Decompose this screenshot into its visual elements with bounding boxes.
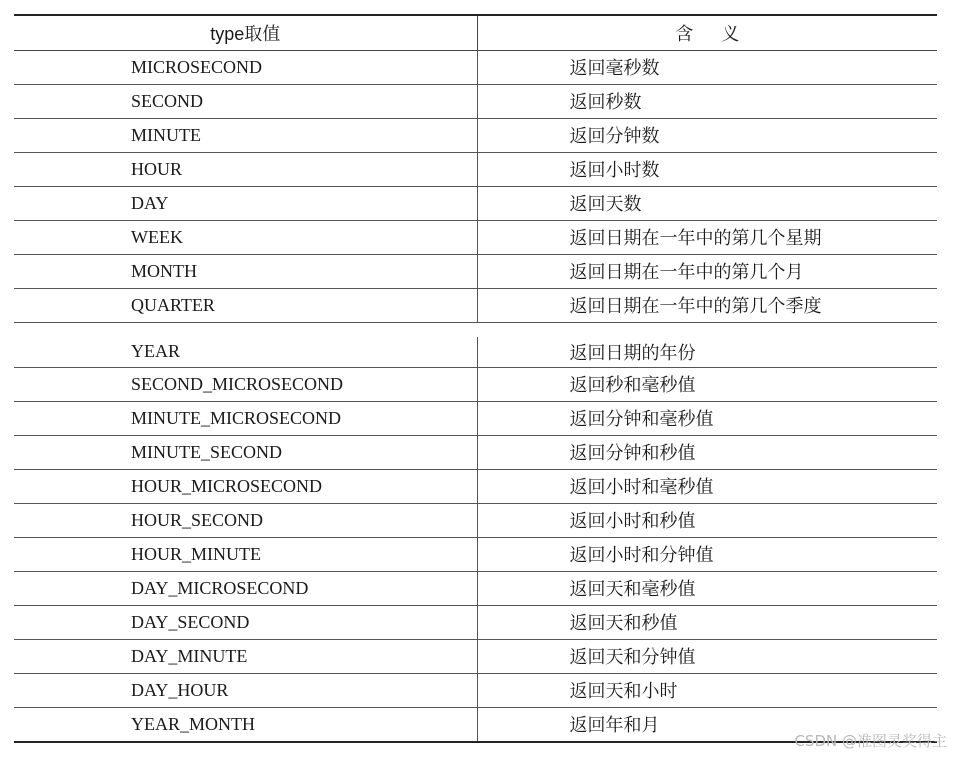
desc-cell: 返回日期在一年中的第几个星期 xyxy=(477,220,937,254)
table-row xyxy=(14,367,937,401)
type-cell: SECOND_MICROSECOND xyxy=(14,367,477,401)
type-cell: YEAR xyxy=(14,337,477,368)
table-row xyxy=(14,254,937,288)
desc-cell: 返回天和小时 xyxy=(477,673,937,707)
table-row xyxy=(14,152,937,186)
table-header-row xyxy=(14,15,937,50)
table-row xyxy=(14,50,937,84)
desc-cell: 返回分钟和秒值 xyxy=(477,435,937,469)
type-cell: WEEK xyxy=(14,220,477,254)
table-row xyxy=(14,186,937,220)
desc-cell: 返回年和月 xyxy=(477,707,937,742)
desc-cell: 返回天和分钟值 xyxy=(477,639,937,673)
table-row xyxy=(14,118,937,152)
table-row xyxy=(14,673,937,707)
type-cell: DAY xyxy=(14,186,477,220)
type-cell: HOUR xyxy=(14,152,477,186)
desc-cell: 返回小时和秒值 xyxy=(477,503,937,537)
table-row xyxy=(14,605,937,639)
type-cell: MINUTE xyxy=(14,118,477,152)
desc-cell: 返回天和毫秒值 xyxy=(477,571,937,605)
type-cell: HOUR_SECOND xyxy=(14,503,477,537)
desc-cell: 返回日期在一年中的第几个月 xyxy=(477,254,937,288)
type-cell: MONTH xyxy=(14,254,477,288)
desc-cell: 返回日期在一年中的第几个季度 xyxy=(477,288,937,322)
type-cell: MINUTE_MICROSECOND xyxy=(14,401,477,435)
desc-cell: 返回分钟数 xyxy=(477,118,937,152)
table-row xyxy=(14,435,937,469)
desc-cell: 返回毫秒数 xyxy=(477,50,937,84)
page-break-gap xyxy=(14,322,937,337)
csdn-watermark: CSDN @准图灵奖得主 xyxy=(794,732,947,750)
date-type-table xyxy=(14,14,937,743)
type-cell: DAY_MINUTE xyxy=(14,639,477,673)
header-meaning-label: 含义 xyxy=(675,23,768,44)
header-meaning xyxy=(477,15,937,50)
type-cell: HOUR_MINUTE xyxy=(14,537,477,571)
desc-cell: 返回天和秒值 xyxy=(477,605,937,639)
table-row xyxy=(14,639,937,673)
table-row xyxy=(14,571,937,605)
table-row xyxy=(14,469,937,503)
table-row xyxy=(14,337,937,368)
table-row xyxy=(14,288,937,322)
desc-cell: 返回小时和分钟值 xyxy=(477,537,937,571)
table-row xyxy=(14,503,937,537)
date-type-table-container xyxy=(14,14,937,743)
table-row xyxy=(14,401,937,435)
desc-cell: 返回天数 xyxy=(477,186,937,220)
type-cell: SECOND xyxy=(14,84,477,118)
table-row xyxy=(14,537,937,571)
header-type: type取值 xyxy=(14,15,477,50)
desc-cell: 返回小时和毫秒值 xyxy=(477,469,937,503)
type-cell: DAY_MICROSECOND xyxy=(14,571,477,605)
type-cell: MINUTE_SECOND xyxy=(14,435,477,469)
type-cell: DAY_HOUR xyxy=(14,673,477,707)
desc-cell: 返回小时数 xyxy=(477,152,937,186)
desc-cell: 返回日期的年份 xyxy=(477,337,937,368)
type-cell: DAY_SECOND xyxy=(14,605,477,639)
type-cell: MICROSECOND xyxy=(14,50,477,84)
type-cell: HOUR_MICROSECOND xyxy=(14,469,477,503)
table-row xyxy=(14,84,937,118)
type-cell: YEAR_MONTH xyxy=(14,707,477,742)
table-row xyxy=(14,220,937,254)
desc-cell: 返回分钟和毫秒值 xyxy=(477,401,937,435)
desc-cell: 返回秒和毫秒值 xyxy=(477,367,937,401)
desc-cell: 返回秒数 xyxy=(477,84,937,118)
type-cell: QUARTER xyxy=(14,288,477,322)
